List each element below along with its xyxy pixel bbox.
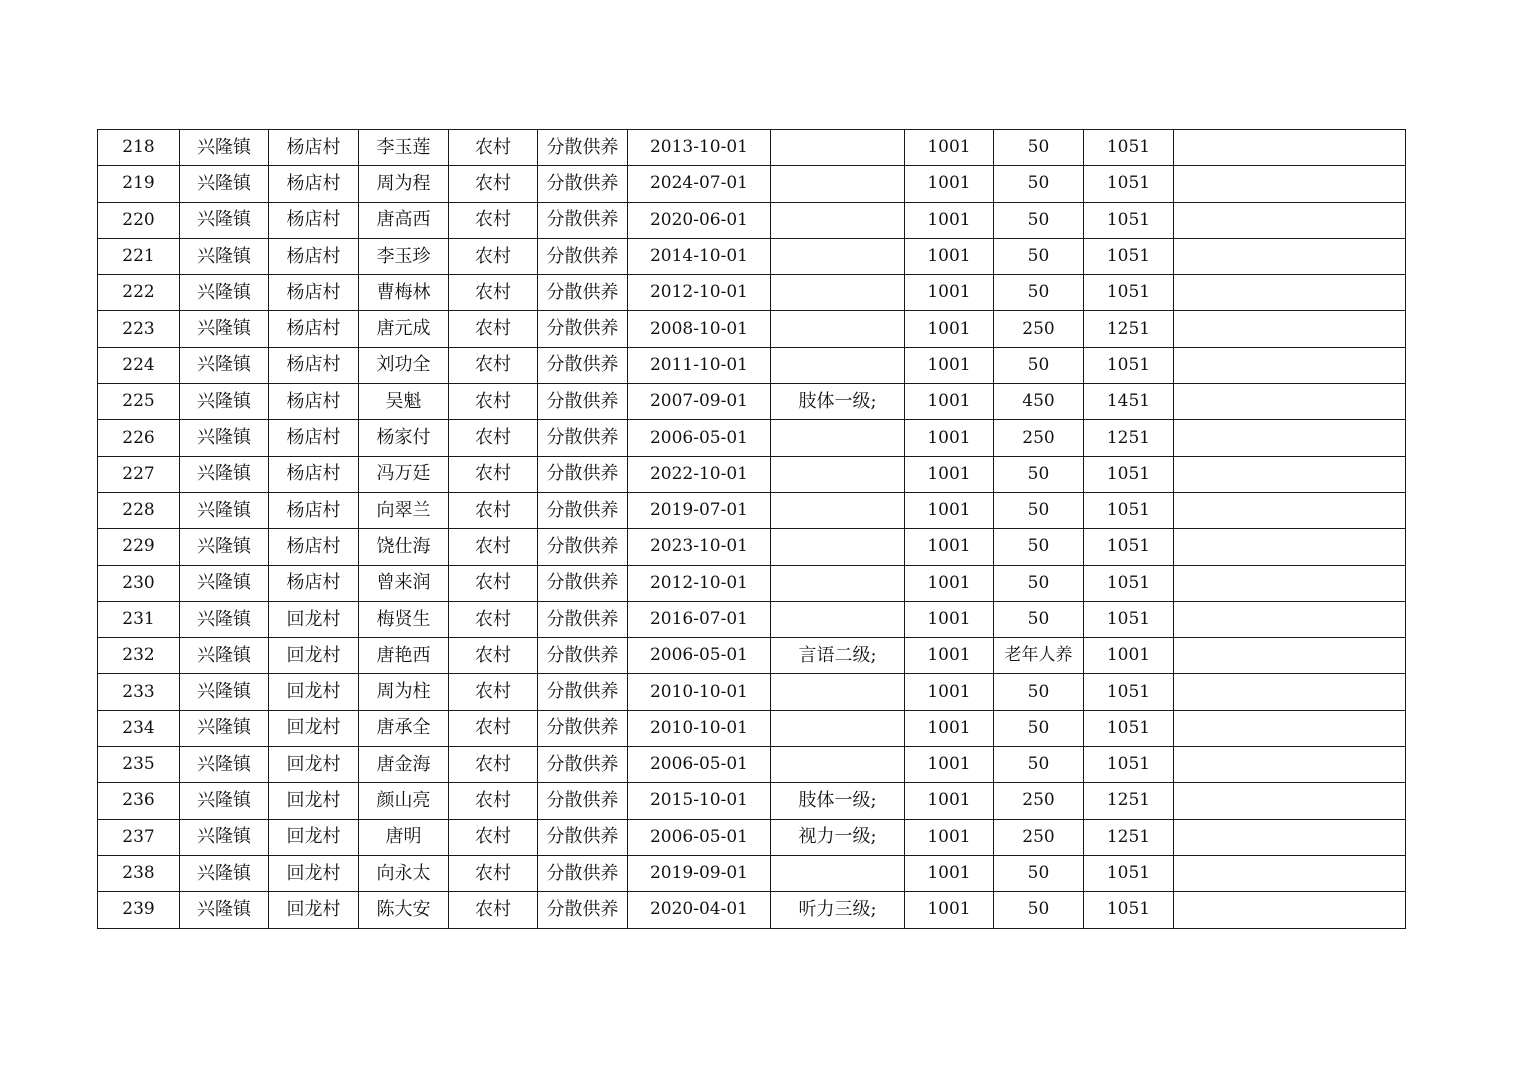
cell-disability	[771, 275, 905, 311]
cell-base: 1001	[905, 565, 994, 601]
cell-start-date: 2012-10-01	[628, 275, 771, 311]
cell-village: 回龙村	[269, 674, 359, 710]
cell-remark	[1174, 420, 1406, 456]
cell-town: 兴隆镇	[180, 601, 269, 637]
cell-village: 杨店村	[269, 384, 359, 420]
cell-town: 兴隆镇	[180, 674, 269, 710]
cell-area: 农村	[449, 202, 538, 238]
cell-town: 兴隆镇	[180, 638, 269, 674]
cell-base: 1001	[905, 855, 994, 891]
cell-extra: 50	[994, 529, 1084, 565]
cell-total: 1051	[1084, 565, 1174, 601]
cell-disability	[771, 347, 905, 383]
cell-support-type: 分散供养	[538, 674, 628, 710]
cell-town: 兴隆镇	[180, 130, 269, 166]
cell-extra: 50	[994, 892, 1084, 928]
cell-extra: 250	[994, 819, 1084, 855]
cell-area: 农村	[449, 384, 538, 420]
cell-support-type: 分散供养	[538, 456, 628, 492]
table-row	[98, 892, 1406, 928]
table-row	[98, 747, 1406, 783]
cell-base: 1001	[905, 529, 994, 565]
cell-support-type: 分散供养	[538, 601, 628, 637]
cell-disability	[771, 747, 905, 783]
cell-extra: 50	[994, 747, 1084, 783]
cell-name: 梅贤生	[359, 601, 449, 637]
cell-no: 236	[98, 783, 180, 819]
cell-total: 1001	[1084, 638, 1174, 674]
table-row	[98, 420, 1406, 456]
cell-start-date: 2015-10-01	[628, 783, 771, 819]
cell-name: 唐承全	[359, 710, 449, 746]
cell-remark	[1174, 166, 1406, 202]
cell-total: 1051	[1084, 674, 1174, 710]
cell-support-type: 分散供养	[538, 747, 628, 783]
cell-name: 冯万廷	[359, 456, 449, 492]
cell-start-date: 2019-07-01	[628, 492, 771, 528]
cell-base: 1001	[905, 674, 994, 710]
cell-start-date: 2008-10-01	[628, 311, 771, 347]
cell-extra: 250	[994, 311, 1084, 347]
cell-start-date: 2022-10-01	[628, 456, 771, 492]
cell-remark	[1174, 130, 1406, 166]
cell-total: 1051	[1084, 347, 1174, 383]
cell-area: 农村	[449, 710, 538, 746]
cell-support-type: 分散供养	[538, 529, 628, 565]
cell-village: 杨店村	[269, 456, 359, 492]
cell-extra: 50	[994, 492, 1084, 528]
cell-support-type: 分散供养	[538, 311, 628, 347]
cell-base: 1001	[905, 130, 994, 166]
cell-base: 1001	[905, 166, 994, 202]
cell-area: 农村	[449, 638, 538, 674]
cell-total: 1051	[1084, 492, 1174, 528]
cell-total: 1051	[1084, 747, 1174, 783]
cell-disability	[771, 456, 905, 492]
cell-name: 曹梅林	[359, 275, 449, 311]
cell-no: 226	[98, 420, 180, 456]
cell-start-date: 2016-07-01	[628, 601, 771, 637]
cell-start-date: 2010-10-01	[628, 674, 771, 710]
cell-no: 232	[98, 638, 180, 674]
cell-disability	[771, 601, 905, 637]
cell-town: 兴隆镇	[180, 710, 269, 746]
cell-disability	[771, 202, 905, 238]
cell-support-type: 分散供养	[538, 130, 628, 166]
cell-town: 兴隆镇	[180, 238, 269, 274]
cell-base: 1001	[905, 384, 994, 420]
cell-name: 陈大安	[359, 892, 449, 928]
cell-support-type: 分散供养	[538, 819, 628, 855]
cell-town: 兴隆镇	[180, 202, 269, 238]
cell-support-type: 分散供养	[538, 492, 628, 528]
cell-village: 回龙村	[269, 747, 359, 783]
cell-total: 1051	[1084, 710, 1174, 746]
table-row	[98, 783, 1406, 819]
cell-base: 1001	[905, 420, 994, 456]
cell-start-date: 2024-07-01	[628, 166, 771, 202]
cell-start-date: 2007-09-01	[628, 384, 771, 420]
cell-name: 李玉珍	[359, 238, 449, 274]
cell-name: 唐元成	[359, 311, 449, 347]
cell-no: 239	[98, 892, 180, 928]
cell-total: 1051	[1084, 275, 1174, 311]
cell-remark	[1174, 783, 1406, 819]
table-row	[98, 819, 1406, 855]
cell-name: 向永太	[359, 855, 449, 891]
cell-no: 235	[98, 747, 180, 783]
cell-base: 1001	[905, 819, 994, 855]
cell-total: 1051	[1084, 601, 1174, 637]
cell-base: 1001	[905, 311, 994, 347]
cell-total: 1051	[1084, 855, 1174, 891]
cell-village: 回龙村	[269, 892, 359, 928]
cell-no: 218	[98, 130, 180, 166]
cell-total: 1451	[1084, 384, 1174, 420]
cell-start-date: 2006-05-01	[628, 638, 771, 674]
cell-area: 农村	[449, 747, 538, 783]
cell-support-type: 分散供养	[538, 638, 628, 674]
cell-no: 230	[98, 565, 180, 601]
cell-town: 兴隆镇	[180, 420, 269, 456]
cell-village: 杨店村	[269, 492, 359, 528]
cell-name: 唐金海	[359, 747, 449, 783]
cell-disability	[771, 710, 905, 746]
cell-total: 1251	[1084, 420, 1174, 456]
cell-remark	[1174, 710, 1406, 746]
table-row	[98, 202, 1406, 238]
cell-town: 兴隆镇	[180, 456, 269, 492]
cell-base: 1001	[905, 347, 994, 383]
cell-support-type: 分散供养	[538, 783, 628, 819]
cell-support-type: 分散供养	[538, 565, 628, 601]
cell-extra: 50	[994, 166, 1084, 202]
cell-no: 224	[98, 347, 180, 383]
cell-disability	[771, 492, 905, 528]
cell-name: 杨家付	[359, 420, 449, 456]
cell-name: 吴魁	[359, 384, 449, 420]
cell-village: 回龙村	[269, 819, 359, 855]
cell-no: 228	[98, 492, 180, 528]
cell-area: 农村	[449, 892, 538, 928]
cell-remark	[1174, 601, 1406, 637]
table-row	[98, 130, 1406, 166]
cell-base: 1001	[905, 783, 994, 819]
cell-start-date: 2012-10-01	[628, 565, 771, 601]
cell-support-type: 分散供养	[538, 710, 628, 746]
cell-base: 1001	[905, 275, 994, 311]
cell-town: 兴隆镇	[180, 819, 269, 855]
cell-start-date: 2011-10-01	[628, 347, 771, 383]
cell-remark	[1174, 202, 1406, 238]
table-row	[98, 166, 1406, 202]
cell-start-date: 2014-10-01	[628, 238, 771, 274]
cell-base: 1001	[905, 892, 994, 928]
cell-town: 兴隆镇	[180, 166, 269, 202]
cell-support-type: 分散供养	[538, 275, 628, 311]
cell-name: 曾来润	[359, 565, 449, 601]
cell-total: 1051	[1084, 238, 1174, 274]
cell-no: 237	[98, 819, 180, 855]
cell-area: 农村	[449, 420, 538, 456]
cell-no: 223	[98, 311, 180, 347]
cell-town: 兴隆镇	[180, 492, 269, 528]
cell-name: 唐明	[359, 819, 449, 855]
cell-extra: 50	[994, 275, 1084, 311]
cell-area: 农村	[449, 456, 538, 492]
cell-extra: 250	[994, 783, 1084, 819]
cell-disability: 听力三级;	[771, 892, 905, 928]
cell-name: 周为程	[359, 166, 449, 202]
table-row	[98, 384, 1406, 420]
cell-extra: 450	[994, 384, 1084, 420]
cell-support-type: 分散供养	[538, 855, 628, 891]
cell-name: 刘功全	[359, 347, 449, 383]
cell-support-type: 分散供养	[538, 166, 628, 202]
cell-base: 1001	[905, 456, 994, 492]
cell-total: 1051	[1084, 456, 1174, 492]
cell-area: 农村	[449, 819, 538, 855]
cell-no: 227	[98, 456, 180, 492]
cell-remark	[1174, 275, 1406, 311]
table-row	[98, 311, 1406, 347]
cell-remark	[1174, 347, 1406, 383]
cell-town: 兴隆镇	[180, 311, 269, 347]
cell-area: 农村	[449, 130, 538, 166]
cell-area: 农村	[449, 855, 538, 891]
cell-area: 农村	[449, 565, 538, 601]
cell-base: 1001	[905, 492, 994, 528]
cell-remark	[1174, 492, 1406, 528]
cell-town: 兴隆镇	[180, 529, 269, 565]
cell-town: 兴隆镇	[180, 892, 269, 928]
cell-area: 农村	[449, 275, 538, 311]
cell-remark	[1174, 384, 1406, 420]
cell-village: 回龙村	[269, 638, 359, 674]
cell-support-type: 分散供养	[538, 347, 628, 383]
cell-extra: 50	[994, 130, 1084, 166]
cell-total: 1251	[1084, 311, 1174, 347]
table-row	[98, 456, 1406, 492]
cell-base: 1001	[905, 601, 994, 637]
cell-total: 1051	[1084, 130, 1174, 166]
cell-disability	[771, 311, 905, 347]
cell-area: 农村	[449, 601, 538, 637]
cell-base: 1001	[905, 638, 994, 674]
table-body	[98, 130, 1406, 929]
cell-area: 农村	[449, 529, 538, 565]
cell-no: 229	[98, 529, 180, 565]
cell-disability: 肢体一级;	[771, 384, 905, 420]
cell-extra: 50	[994, 674, 1084, 710]
table-row	[98, 275, 1406, 311]
cell-remark	[1174, 238, 1406, 274]
cell-base: 1001	[905, 710, 994, 746]
cell-no: 220	[98, 202, 180, 238]
cell-total: 1051	[1084, 529, 1174, 565]
cell-village: 杨店村	[269, 420, 359, 456]
data-table	[97, 129, 1406, 929]
cell-area: 农村	[449, 492, 538, 528]
cell-disability	[771, 238, 905, 274]
table-row	[98, 238, 1406, 274]
cell-village: 回龙村	[269, 855, 359, 891]
cell-extra: 老年人养	[994, 638, 1084, 674]
cell-no: 219	[98, 166, 180, 202]
cell-extra: 50	[994, 601, 1084, 637]
cell-disability: 肢体一级;	[771, 783, 905, 819]
cell-village: 回龙村	[269, 710, 359, 746]
cell-area: 农村	[449, 311, 538, 347]
cell-name: 颜山亮	[359, 783, 449, 819]
table-row	[98, 601, 1406, 637]
cell-remark	[1174, 819, 1406, 855]
cell-support-type: 分散供养	[538, 238, 628, 274]
cell-remark	[1174, 456, 1406, 492]
cell-extra: 250	[994, 420, 1084, 456]
table-row	[98, 529, 1406, 565]
cell-start-date: 2023-10-01	[628, 529, 771, 565]
cell-support-type: 分散供养	[538, 892, 628, 928]
cell-name: 唐艳西	[359, 638, 449, 674]
cell-start-date: 2020-04-01	[628, 892, 771, 928]
cell-start-date: 2006-05-01	[628, 420, 771, 456]
cell-disability	[771, 130, 905, 166]
cell-base: 1001	[905, 747, 994, 783]
cell-village: 杨店村	[269, 202, 359, 238]
cell-area: 农村	[449, 674, 538, 710]
cell-village: 杨店村	[269, 529, 359, 565]
cell-remark	[1174, 855, 1406, 891]
cell-no: 222	[98, 275, 180, 311]
cell-support-type: 分散供养	[538, 420, 628, 456]
cell-extra: 50	[994, 347, 1084, 383]
cell-support-type: 分散供养	[538, 202, 628, 238]
cell-base: 1001	[905, 202, 994, 238]
cell-extra: 50	[994, 238, 1084, 274]
table-row	[98, 565, 1406, 601]
cell-support-type: 分散供养	[538, 384, 628, 420]
cell-town: 兴隆镇	[180, 384, 269, 420]
cell-town: 兴隆镇	[180, 565, 269, 601]
cell-area: 农村	[449, 166, 538, 202]
cell-remark	[1174, 892, 1406, 928]
cell-disability	[771, 565, 905, 601]
cell-town: 兴隆镇	[180, 783, 269, 819]
cell-area: 农村	[449, 783, 538, 819]
table-row	[98, 492, 1406, 528]
cell-total: 1051	[1084, 202, 1174, 238]
cell-remark	[1174, 529, 1406, 565]
cell-town: 兴隆镇	[180, 747, 269, 783]
cell-extra: 50	[994, 855, 1084, 891]
cell-remark	[1174, 674, 1406, 710]
cell-village: 回龙村	[269, 601, 359, 637]
cell-village: 杨店村	[269, 347, 359, 383]
cell-extra: 50	[994, 456, 1084, 492]
cell-village: 杨店村	[269, 275, 359, 311]
cell-no: 221	[98, 238, 180, 274]
cell-name: 周为柱	[359, 674, 449, 710]
cell-village: 杨店村	[269, 311, 359, 347]
cell-extra: 50	[994, 710, 1084, 746]
cell-disability	[771, 855, 905, 891]
cell-town: 兴隆镇	[180, 347, 269, 383]
cell-extra: 50	[994, 202, 1084, 238]
cell-remark	[1174, 747, 1406, 783]
cell-name: 唐高西	[359, 202, 449, 238]
cell-area: 农村	[449, 347, 538, 383]
table-row	[98, 347, 1406, 383]
cell-no: 225	[98, 384, 180, 420]
cell-area: 农村	[449, 238, 538, 274]
cell-start-date: 2006-05-01	[628, 747, 771, 783]
cell-disability	[771, 674, 905, 710]
cell-village: 杨店村	[269, 238, 359, 274]
cell-remark	[1174, 565, 1406, 601]
cell-total: 1251	[1084, 783, 1174, 819]
cell-no: 234	[98, 710, 180, 746]
cell-town: 兴隆镇	[180, 855, 269, 891]
cell-remark	[1174, 311, 1406, 347]
cell-no: 238	[98, 855, 180, 891]
table-row	[98, 638, 1406, 674]
table-row	[98, 710, 1406, 746]
cell-no: 231	[98, 601, 180, 637]
cell-start-date: 2019-09-01	[628, 855, 771, 891]
cell-village: 回龙村	[269, 783, 359, 819]
table-row	[98, 855, 1406, 891]
cell-base: 1001	[905, 238, 994, 274]
cell-remark	[1174, 638, 1406, 674]
cell-extra: 50	[994, 565, 1084, 601]
cell-total: 1051	[1084, 892, 1174, 928]
cell-start-date: 2006-05-01	[628, 819, 771, 855]
cell-disability: 言语二级;	[771, 638, 905, 674]
cell-total: 1051	[1084, 166, 1174, 202]
cell-town: 兴隆镇	[180, 275, 269, 311]
cell-total: 1251	[1084, 819, 1174, 855]
cell-name: 饶仕海	[359, 529, 449, 565]
cell-disability	[771, 166, 905, 202]
table-row	[98, 674, 1406, 710]
cell-village: 杨店村	[269, 130, 359, 166]
cell-disability	[771, 420, 905, 456]
cell-start-date: 2020-06-01	[628, 202, 771, 238]
cell-no: 233	[98, 674, 180, 710]
cell-start-date: 2013-10-01	[628, 130, 771, 166]
cell-village: 杨店村	[269, 565, 359, 601]
cell-disability	[771, 529, 905, 565]
cell-village: 杨店村	[269, 166, 359, 202]
cell-start-date: 2010-10-01	[628, 710, 771, 746]
cell-disability: 视力一级;	[771, 819, 905, 855]
cell-name: 李玉莲	[359, 130, 449, 166]
cell-name: 向翠兰	[359, 492, 449, 528]
